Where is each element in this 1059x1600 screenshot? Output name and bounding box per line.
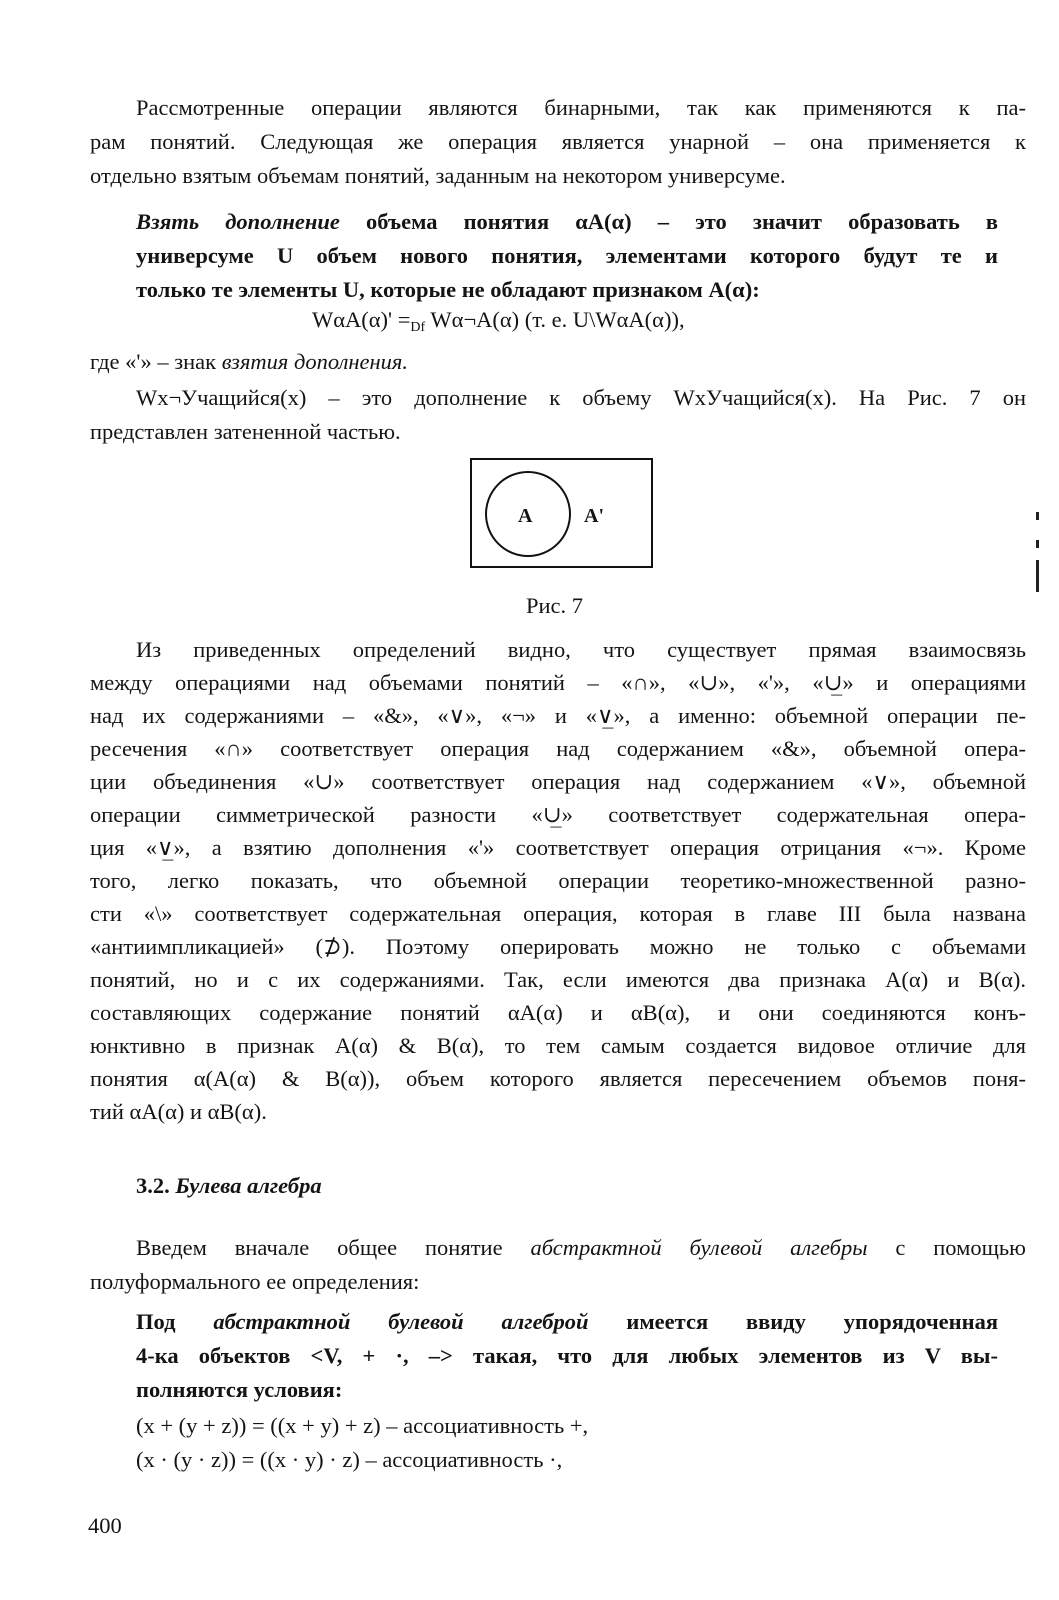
def2-b: имеется ввиду упорядоченная	[588, 1309, 998, 1334]
body-line-13: юнктивно в признак A(α) & B(α), то тем самым создается видовое отличие для	[90, 1033, 1026, 1058]
formula-sub: Df	[410, 320, 426, 335]
where-line	[90, 346, 408, 378]
intro2-b: с помощью	[867, 1235, 1026, 1260]
example-line-1: Wx¬Учащийся(x) – это дополнение к объему WxУчащийся(x). На Рис. 7 он	[136, 385, 1026, 410]
body-line-11: понятий, но и с их содержаниями. Так, если имеются два признака A(α) и B(α).	[90, 967, 1026, 992]
def2-a: Под	[136, 1309, 214, 1334]
def2-term: абстрактной булевой алгеброй	[213, 1309, 589, 1334]
circle-label: A	[518, 505, 533, 527]
where-italic: взятия дополнения.	[221, 349, 409, 374]
body-line-10: «антиимпликацией» (⊅). Поэтому оперировать можно не только с объемами	[90, 934, 1026, 959]
section-heading	[136, 1170, 322, 1202]
def2-line-2: 4-ка объектов <V, + ·, –> такая, что для любых элементов из V вы-	[136, 1343, 998, 1368]
def2-line-3: полняются условия:	[136, 1377, 343, 1402]
where-lead: где «'» – знак	[90, 349, 222, 374]
definition-term: Взять дополнение	[136, 209, 340, 234]
definition-line-1-rest: объема понятия αA(α) – это значит образовать в	[339, 209, 998, 234]
intro-line-3: отдельно взятым объемам понятий, заданным на некотором универсуме.	[90, 163, 786, 188]
figure-7-diagram	[470, 458, 654, 570]
body-line-1: Из приведенных определений видно, что существует прямая взаимосвязь	[136, 637, 1026, 662]
body-line-3: над их содержаниями – «&», «∨», «¬» и «∨̲», а именно: объемной операции пе-	[90, 703, 1026, 728]
complement-label: A'	[584, 505, 604, 527]
intro2-line-1	[136, 1232, 1026, 1264]
body-line-14: понятия α(A(α) & B(α)), объем которого является пересечением объемов поня-	[90, 1066, 1026, 1091]
definition-line-1	[136, 206, 998, 238]
body-line-6: операции симметрической разности «∪̲» соответствует содержательная опера-	[90, 802, 1026, 827]
body-line-4: ресечения «∩» соответствует операция над содержанием «&», объемной опера-	[90, 736, 1026, 761]
margin-mark	[1036, 560, 1039, 592]
intro-line-2: рам понятий. Следующая же операция является унарной – она применяется к	[90, 129, 1026, 154]
formula-right: Wα¬A(α) (т. е. U\WαA(α)),	[425, 307, 685, 332]
body-line-5: ции объединения «∪» соответствует операция над содержанием «∨», объемной	[90, 769, 1026, 794]
body-line-2: между операциями над объемами понятий – «∩», «∪», «'», «∪̲» и операциями	[90, 670, 1026, 695]
body-line-12: составляющих содержание понятий αA(α) и αB(α), и они соединяются конъ-	[90, 1000, 1026, 1025]
margin-mark	[1036, 512, 1039, 520]
intro2-a: Введем вначале общее понятие	[136, 1235, 531, 1260]
axiom-assoc-plus: (x + (y + z)) = ((x + y) + z) – ассоциативность +,	[136, 1413, 589, 1438]
intro2-line-2: полуформального ее определения:	[90, 1269, 420, 1294]
figure-caption: Рис. 7	[526, 593, 584, 618]
formula-left: WαA(α)' =	[312, 307, 411, 332]
def2-line-1	[136, 1306, 998, 1338]
intro-line-1: Рассмотренные операции являются бинарными, так как применяются к па-	[136, 95, 1026, 120]
margin-mark	[1036, 540, 1039, 548]
example-line-2: представлен затененной частью.	[90, 419, 401, 444]
body-line-7: ция «∨̲», а взятию дополнения «'» соответствует операция отрицания «¬». Кроме	[90, 835, 1026, 860]
body-line-8: того, легко показать, что объемной операции теоретико-множественной разно-	[90, 868, 1026, 893]
body-line-15: тий αA(α) и αB(α).	[90, 1099, 267, 1124]
section-number: 3.2.	[136, 1173, 170, 1198]
page-number: 400	[88, 1513, 122, 1538]
complement-formula	[312, 304, 685, 344]
definition-line-2: универсуме U объем нового понятия, элементами которого будут те и	[136, 243, 998, 268]
definition-line-3: только те элементы U, которые не обладают признаком A(α):	[136, 277, 760, 302]
intro2-italic: абстрактной булевой алгебры	[530, 1235, 868, 1260]
section-title: Булева алгебра	[169, 1173, 322, 1198]
body-line-9: сти «\» соответствует содержательная операция, которая в главе III была названа	[90, 901, 1026, 926]
axiom-assoc-dot: (x · (y · z)) = ((x · y) · z) – ассоциативность ·,	[136, 1447, 563, 1472]
